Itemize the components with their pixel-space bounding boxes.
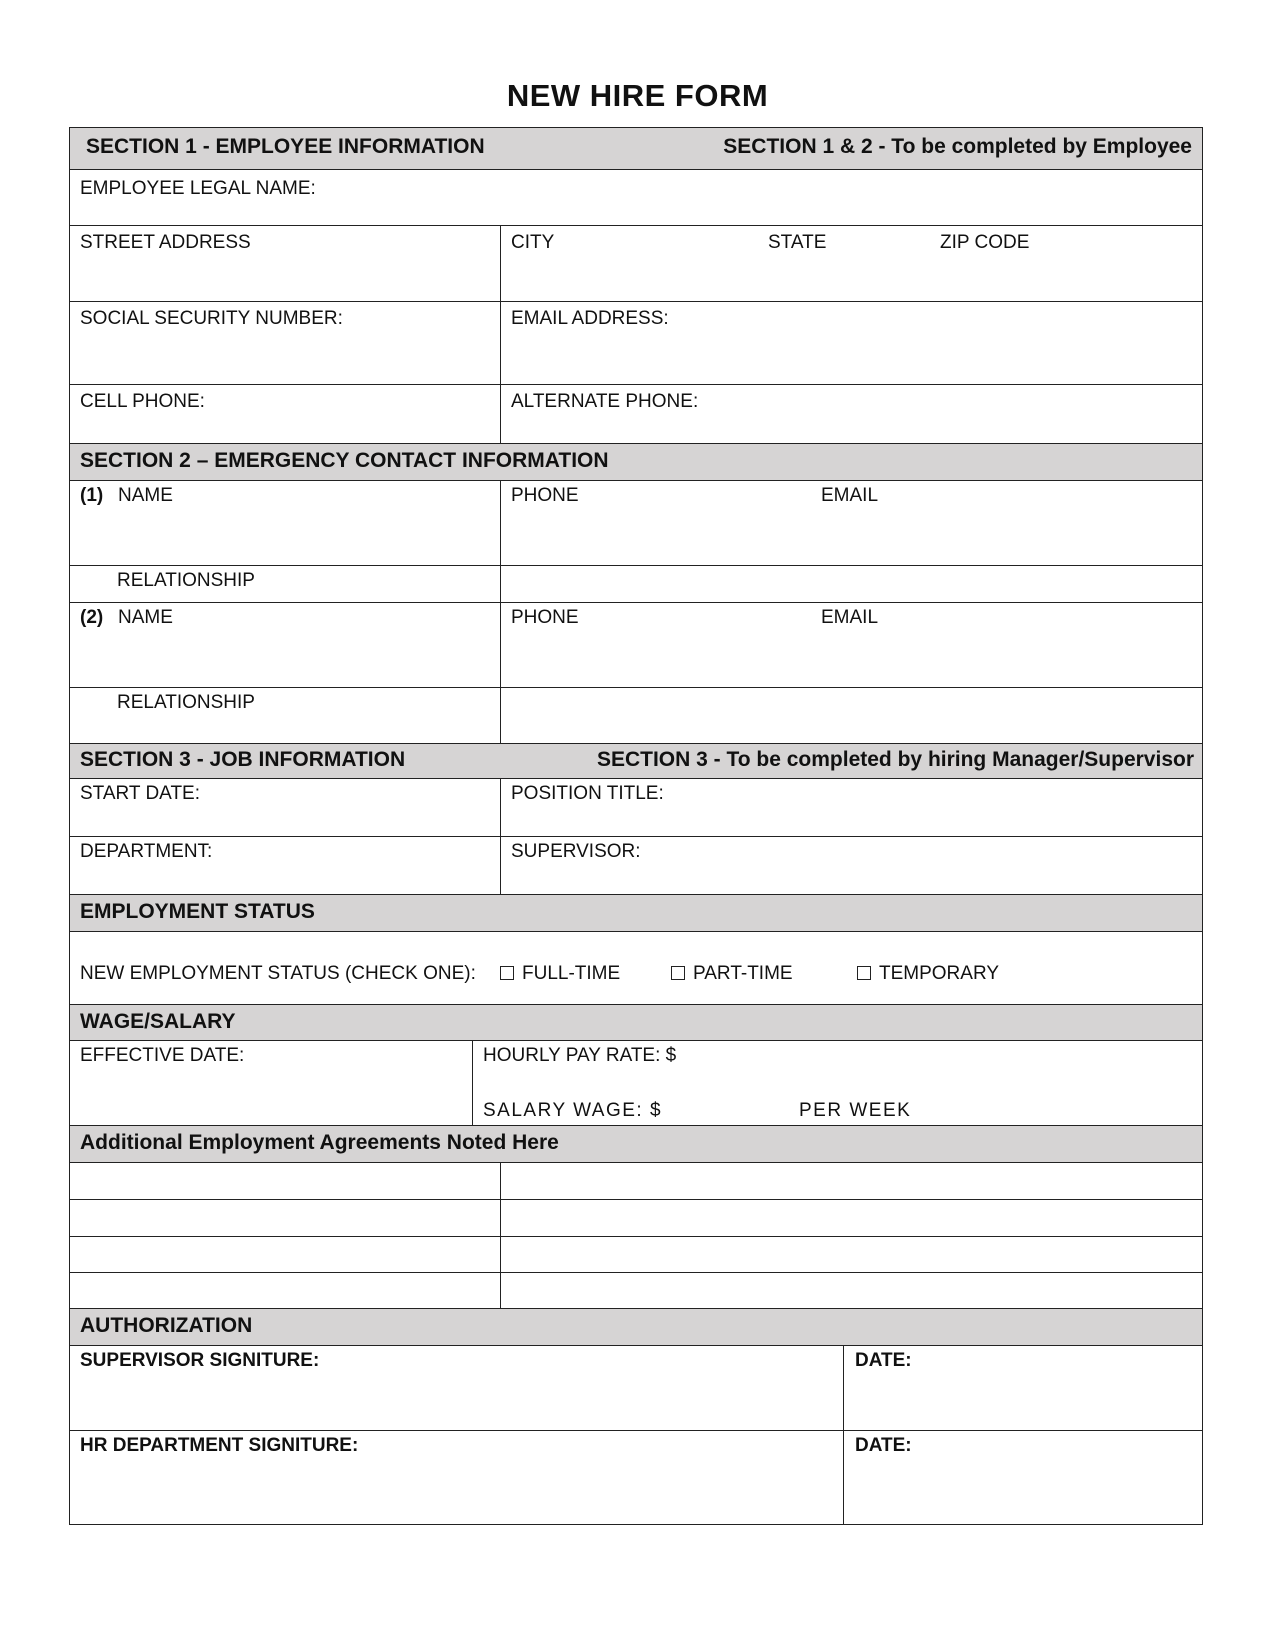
contact-1-name-field[interactable] (70, 481, 500, 565)
section-3-header (70, 743, 1202, 778)
authorization-header (70, 1308, 1202, 1345)
ssn-label: SOCIAL SECURITY NUMBER: (80, 308, 343, 329)
wage-row (70, 1040, 1202, 1125)
contact-1-row (70, 480, 1202, 565)
alternate-phone-label: ALTERNATE PHONE: (511, 391, 699, 412)
contact-1-relationship-row (70, 565, 1202, 602)
street-address-label: STREET ADDRESS (80, 232, 251, 253)
section-1-title: SECTION 1 - EMPLOYEE INFORMATION (86, 135, 485, 158)
start-date-field[interactable] (70, 779, 500, 836)
contact-1-name-label: NAME (118, 485, 173, 506)
contact-2-name-label: NAME (118, 607, 173, 628)
contact-1-phone-email-field[interactable] (500, 481, 1204, 565)
contact-2-number: (2) (80, 607, 104, 628)
alternate-phone-field[interactable] (500, 385, 1204, 443)
hr-signature-row (70, 1430, 1202, 1524)
agreements-header (70, 1125, 1202, 1162)
agreement-cell-left[interactable] (70, 1163, 500, 1199)
supervisor-field[interactable] (500, 837, 1204, 894)
agreement-cell-right[interactable] (500, 1163, 1204, 1199)
form-title: NEW HIRE FORM (506, 78, 769, 113)
agreement-line (70, 1236, 1202, 1272)
supervisor-date-label: DATE: (855, 1350, 912, 1371)
agreement-cell-right[interactable] (500, 1200, 1204, 1236)
section-2-header (70, 443, 1202, 480)
supervisor-signature-field[interactable] (70, 1346, 843, 1430)
contact-2-relationship-field[interactable] (70, 688, 500, 743)
agreement-cell-left[interactable] (70, 1273, 500, 1308)
hr-date-label: DATE: (855, 1435, 912, 1456)
authorization-title: AUTHORIZATION (80, 1314, 253, 1337)
agreement-line (70, 1162, 1202, 1199)
agreement-line (70, 1272, 1202, 1308)
contact-1-number: (1) (80, 485, 104, 506)
contact-2-row (70, 602, 1202, 687)
contact-1-relationship-label: RELATIONSHIP (117, 570, 255, 591)
cell-phone-label: CELL PHONE: (80, 391, 205, 412)
part-time-option[interactable] (671, 963, 793, 985)
address-row (70, 225, 1202, 301)
salary-wage-label: SALARY WAGE: $ (483, 1100, 663, 1121)
hourly-pay-rate-label: HOURLY PAY RATE: $ (483, 1045, 677, 1066)
section-1-note: SECTION 1 & 2 - To be completed by Employee (723, 135, 1192, 158)
contact-2-name-field[interactable] (70, 603, 500, 687)
department-label: DEPARTMENT: (80, 841, 213, 862)
ssn-email-row (70, 301, 1202, 384)
agreements-title: Additional Employment Agreements Noted Here (80, 1131, 559, 1154)
temporary-checkbox[interactable] (857, 966, 871, 980)
contact-2-phone-label: PHONE (511, 607, 579, 628)
temporary-option[interactable] (857, 963, 999, 985)
per-week-label: PER WEEK (799, 1100, 912, 1121)
part-time-label: PART-TIME (693, 963, 793, 984)
full-time-option[interactable] (500, 963, 620, 985)
start-date-label: START DATE: (80, 783, 201, 804)
ssn-field[interactable] (70, 302, 500, 384)
contact-2-email-label: EMAIL (821, 607, 879, 628)
start-position-row (70, 778, 1202, 836)
part-time-checkbox[interactable] (671, 966, 685, 980)
effective-date-field[interactable] (70, 1041, 472, 1125)
contact-1-phone-label: PHONE (511, 485, 579, 506)
email-address-label: EMAIL ADDRESS: (511, 308, 669, 329)
legal-name-label: EMPLOYEE LEGAL NAME: (80, 178, 316, 199)
pay-rate-field[interactable] (472, 1041, 1204, 1125)
contact-2-relationship-label: RELATIONSHIP (117, 692, 255, 713)
city-state-zip-field[interactable] (500, 226, 1204, 301)
supervisor-signature-label: SUPERVISOR SIGNITURE: (80, 1350, 320, 1371)
state-label: STATE (768, 232, 827, 253)
new-hire-form (69, 127, 1203, 1525)
section-1-header (70, 128, 1202, 169)
position-title-field[interactable] (500, 779, 1204, 836)
agreement-cell-left[interactable] (70, 1237, 500, 1272)
agreement-cell-right[interactable] (500, 1237, 1204, 1272)
section-3-note: SECTION 3 - To be completed by hiring Manager/Supervisor (596, 748, 1194, 771)
employment-status-prompt: NEW EMPLOYMENT STATUS (CHECK ONE): (80, 963, 476, 984)
full-time-label: FULL-TIME (522, 963, 621, 984)
hr-date-field[interactable] (843, 1431, 1204, 1524)
city-label: CITY (511, 232, 555, 253)
section-2-title: SECTION 2 – EMERGENCY CONTACT INFORMATION (80, 449, 609, 472)
wage-salary-header (70, 1004, 1202, 1040)
contact-2-relationship-value[interactable] (500, 688, 1204, 743)
temporary-label: TEMPORARY (879, 963, 1000, 984)
cell-phone-field[interactable] (70, 385, 500, 443)
hr-signature-field[interactable] (70, 1431, 843, 1524)
position-title-label: POSITION TITLE: (511, 783, 664, 804)
legal-name-row[interactable] (70, 169, 1202, 225)
contact-2-relationship-row (70, 687, 1202, 743)
department-field[interactable] (70, 837, 500, 894)
agreement-cell-left[interactable] (70, 1200, 500, 1236)
contact-1-email-label: EMAIL (821, 485, 879, 506)
phone-row (70, 384, 1202, 443)
wage-salary-title: WAGE/SALARY (80, 1010, 236, 1033)
street-address-field[interactable] (70, 226, 500, 301)
contact-2-phone-email-field[interactable] (500, 603, 1204, 687)
zip-code-label: ZIP CODE (940, 232, 1030, 253)
full-time-checkbox[interactable] (500, 966, 514, 980)
effective-date-label: EFFECTIVE DATE: (80, 1045, 245, 1066)
employment-status-row (70, 931, 1202, 1004)
employment-status-header (70, 894, 1202, 931)
supervisor-label: SUPERVISOR: (511, 841, 641, 862)
employment-status-title: EMPLOYMENT STATUS (80, 900, 315, 923)
supervisor-signature-row (70, 1345, 1202, 1430)
contact-1-relationship-field[interactable] (70, 566, 500, 602)
section-3-title: SECTION 3 - JOB INFORMATION (80, 748, 406, 771)
hr-signature-label: HR DEPARTMENT SIGNITURE: (80, 1435, 359, 1456)
contact-1-relationship-value[interactable] (500, 566, 1204, 602)
agreement-line (70, 1199, 1202, 1236)
supervisor-date-field[interactable] (843, 1346, 1204, 1430)
email-address-field[interactable] (500, 302, 1204, 384)
department-supervisor-row (70, 836, 1202, 894)
agreement-cell-right[interactable] (500, 1273, 1204, 1308)
